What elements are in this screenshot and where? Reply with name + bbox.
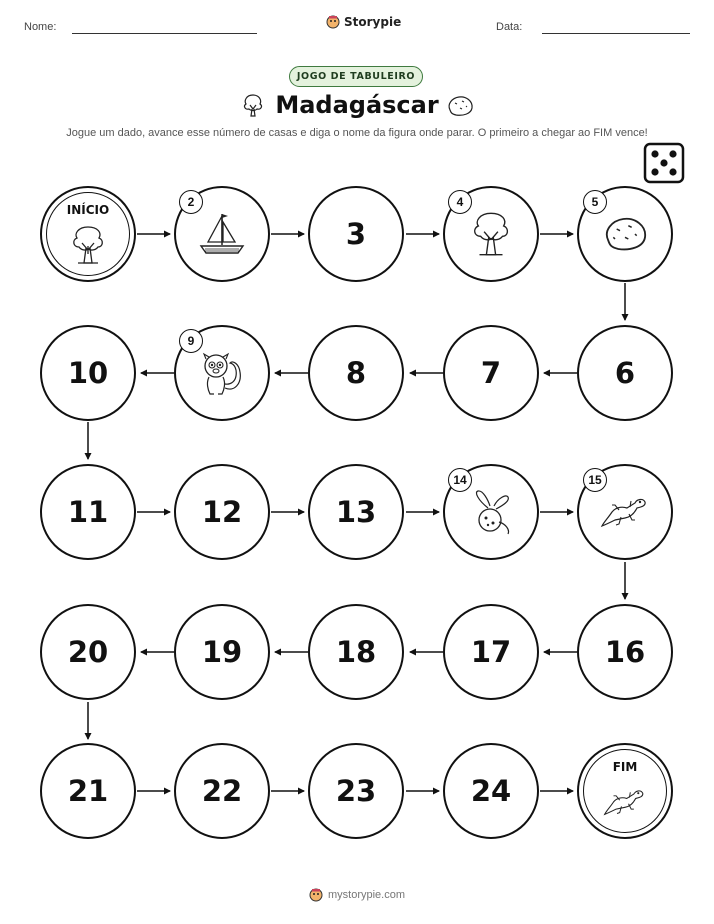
page-title: Madagáscar	[275, 91, 439, 119]
date-label: Data:	[496, 21, 523, 33]
board-cell-17[interactable]	[443, 604, 539, 700]
board-cell-23[interactable]	[308, 743, 404, 839]
cell-number: 3	[345, 217, 367, 251]
cell-number: 21	[67, 774, 109, 808]
cell-number: 22	[201, 774, 243, 808]
cell-number: 10	[67, 356, 109, 390]
sailboat-icon	[196, 211, 248, 257]
cell-number: 11	[67, 495, 109, 529]
board-cell-3[interactable]	[308, 186, 404, 282]
start-label: INÍCIO	[66, 203, 110, 217]
cell-number: 6	[614, 356, 636, 390]
board-cell-21[interactable]	[40, 743, 136, 839]
end-cell[interactable]	[577, 743, 673, 839]
lizard-icon	[602, 784, 648, 820]
board-cell-22[interactable]	[174, 743, 270, 839]
cell-number: 16	[604, 635, 646, 669]
board-cell-18[interactable]	[308, 604, 404, 700]
start-cell[interactable]	[40, 186, 136, 282]
cell-number: 19	[201, 635, 243, 669]
lemur-icon	[196, 348, 248, 398]
cell-number-badge: 15	[583, 468, 607, 492]
rock-icon	[600, 214, 650, 254]
lizard-icon	[599, 492, 651, 532]
board-cell-20[interactable]	[40, 604, 136, 700]
cell-number: 8	[345, 356, 367, 390]
cell-number-badge: 5	[583, 190, 607, 214]
footer-url[interactable]: mystorypie.com	[327, 889, 406, 901]
board-cell-13[interactable]	[308, 464, 404, 560]
brand-name: Storypie	[344, 15, 402, 29]
cell-number: 17	[470, 635, 512, 669]
cell-number: 12	[201, 495, 243, 529]
game-type-pill: JOGO DE TABULEIRO	[289, 66, 423, 87]
cell-number-badge: 14	[448, 468, 472, 492]
board-cell-10[interactable]	[40, 325, 136, 421]
cell-number: 20	[67, 635, 109, 669]
cell-number: 24	[470, 774, 512, 808]
board-cell-11[interactable]	[40, 464, 136, 560]
board-cell-24[interactable]	[443, 743, 539, 839]
end-label: FIM	[612, 760, 638, 774]
instructions: Jogue um dado, avance esse número de casas e diga o nome da figura onde parar. O primeiro a chegar ao FIM vence!	[66, 127, 648, 139]
cell-number: 7	[480, 356, 502, 390]
board-cell-16[interactable]	[577, 604, 673, 700]
cell-number-badge: 4	[448, 190, 472, 214]
tree-icon	[468, 209, 514, 259]
cell-number-badge: 9	[179, 329, 203, 353]
board-cell-8[interactable]	[308, 325, 404, 421]
footer	[0, 888, 714, 902]
board-cell-7[interactable]	[443, 325, 539, 421]
cell-number: 23	[335, 774, 377, 808]
board-cell-19[interactable]	[174, 604, 270, 700]
cell-number: 18	[335, 635, 377, 669]
cell-number: 13	[335, 495, 377, 529]
board-cell-6[interactable]	[577, 325, 673, 421]
bug-icon	[466, 488, 516, 536]
name-label: Nome:	[24, 21, 57, 33]
mascot-icon	[309, 888, 323, 902]
tree-icon	[68, 224, 108, 266]
board-cell-12[interactable]	[174, 464, 270, 560]
cell-number-badge: 2	[179, 190, 203, 214]
